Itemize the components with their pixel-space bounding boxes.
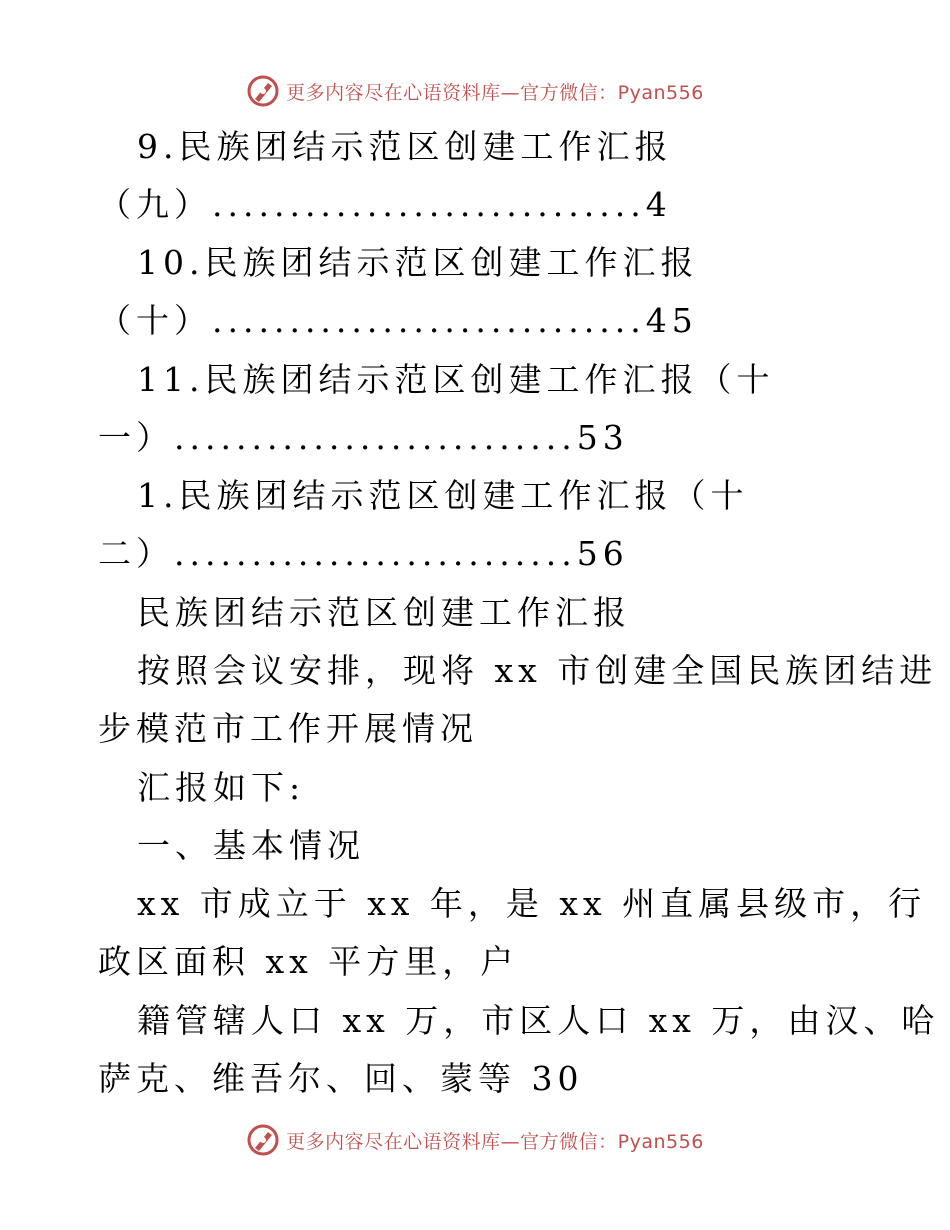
toc-entry-12-title: 1.民族团结示范区创建工作汇报（十 bbox=[137, 476, 749, 515]
paragraph-line: 萨克、维吾尔、回、蒙等 30 bbox=[98, 1059, 584, 1098]
paragraph-line: 按照会议安排，现将 xx 市创建全国民族团结进 bbox=[137, 651, 938, 690]
toc-entry-10-title: 10.民族团结示范区创建工作汇报 bbox=[137, 243, 699, 282]
watermark-footer bbox=[0, 1120, 950, 1160]
toc-entry-10-page: （十）............................45 bbox=[98, 301, 698, 340]
report-title: 民族团结示范区创建工作汇报 bbox=[137, 593, 631, 632]
paragraph-line: 政区面积 xx 平方里，户 bbox=[98, 942, 519, 981]
toc-entry-9-page: （九）............................4 bbox=[98, 185, 672, 224]
watermark-text: 更多内容尽在心语资料库—官方微信：Pyan556 bbox=[286, 1130, 704, 1153]
watermark-text: 更多内容尽在心语资料库—官方微信：Pyan556 bbox=[286, 81, 704, 104]
paragraph-line: 籍管辖人口 xx 万，市区人口 xx 万，由汉、哈 bbox=[137, 1001, 940, 1040]
paragraph-line: 汇报如下: bbox=[137, 768, 306, 807]
toc-entry-11-page: 一）..........................53 bbox=[98, 418, 629, 457]
paragraph-line: xx 市成立于 xx 年，是 xx 州直属县级市，行 bbox=[137, 884, 927, 923]
pen-circle-logo-icon bbox=[246, 1123, 280, 1157]
toc-entry-9-title: 9.民族团结示范区创建工作汇报 bbox=[137, 127, 673, 166]
toc-entry-11-title: 11.民族团结示范区创建工作汇报（十 bbox=[137, 360, 775, 399]
section-heading: 一、基本情况 bbox=[137, 826, 365, 865]
toc-entry-12-page: 二）..........................56 bbox=[98, 534, 629, 573]
paragraph-line: 步模范市工作开展情况 bbox=[98, 709, 478, 748]
